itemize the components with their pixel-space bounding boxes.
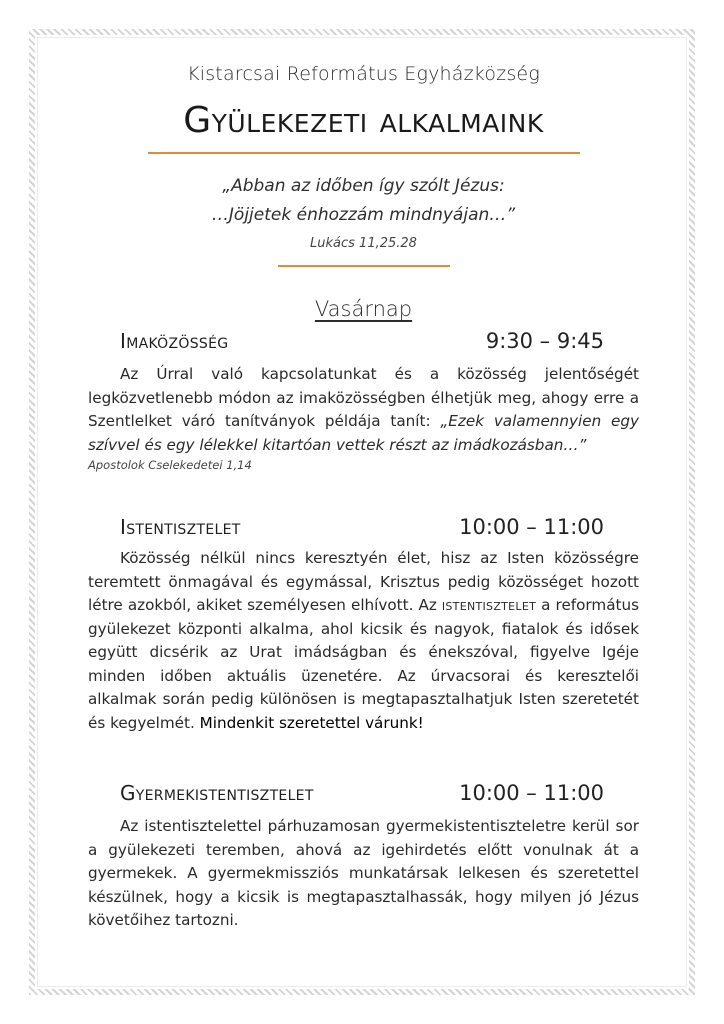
event-time: 10:00 – 11:00: [459, 781, 604, 805]
event-header: [120, 515, 604, 539]
quote-reference: Lukács 11,25.28: [310, 236, 417, 251]
description-text: Az istentisztelettel párhuzamosan gyermekistentiszteletre kerül sor a gyülekezeti teremben, ahová az igehirdetés előtt vonulnak át a gyermekek. A gyermekmissziós munkatársak lelkesen és szeretettel készülnek, hogy a kicsik is megtapasztalhassák, hogy milyen jó Jézus követőihez tartozni.: [88, 817, 639, 929]
event-description: [88, 815, 639, 933]
event-prayer: [88, 329, 639, 472]
quote-divider: [278, 265, 450, 267]
event-header: [120, 329, 604, 353]
organization-name: Kistarcsai Református Egyházközség: [187, 63, 540, 85]
quote-line-1: „Abban az időben így szólt Jézus:: [222, 176, 505, 196]
event-time: 9:30 – 9:45: [485, 329, 604, 353]
flyer-content: [88, 60, 639, 933]
event-name: Gyermekistentisztelet: [120, 781, 314, 805]
description-smallcaps: istentisztelet: [441, 596, 537, 614]
description-text: a református gyülekezet központi alkalma, ahol kicsik és nagyok, fiatalok és idősek együtt dicsérik az Urat imádságban és énekszóval, figyelve Igéje minden időben aktuális üzenetére. Az úrvacsorai és keresztelői alkalmak során pedig különösen is megtapasztalhatjuk Isten szeretetét és kegyelmét.: [88, 596, 640, 732]
event-header: [120, 781, 604, 805]
event-service: [88, 515, 639, 735]
event-time: 10:00 – 11:00: [459, 515, 604, 539]
event-children-service: [88, 781, 639, 933]
event-description: [88, 547, 639, 735]
bible-quote: [88, 172, 639, 230]
title-divider: [148, 152, 580, 154]
event-description: [88, 363, 639, 457]
description-text: Az Úrral való kapcsolatunkat és a közösség jelentőségét legközvetlenebb módon az imaközösségben élhetjük meg, ahogy erre a Szentlelket váró tanítványok példája tanít:: [88, 365, 639, 430]
page-title: Gyülekezeti alkalmaink: [183, 100, 544, 141]
event-name: Imaközösség: [120, 329, 229, 353]
event-name: Istentisztelet: [120, 515, 241, 539]
day-heading: Vasárnap: [314, 297, 413, 321]
quote-source: Apostolok Cselekedetei 1,14: [88, 458, 252, 472]
description-quote: „Ezek valamennyien egy szívvel és egy lélekkel kitartóan vettek részt az imádkozásban…”: [88, 412, 640, 454]
description-text: Közösség nélkül nincs keresztyén élet, hisz az Isten közösségre teremtett önmagával és egymással, Krisztus pedig közösséget hozott létre azokból, akiket személyesen elhívott. Az: [88, 549, 639, 614]
description-emphasis: Mindenkit szeretettel várunk!: [199, 713, 424, 732]
quote-line-2: …Jöjjetek énhozzám mindnyájan…”: [211, 205, 516, 225]
